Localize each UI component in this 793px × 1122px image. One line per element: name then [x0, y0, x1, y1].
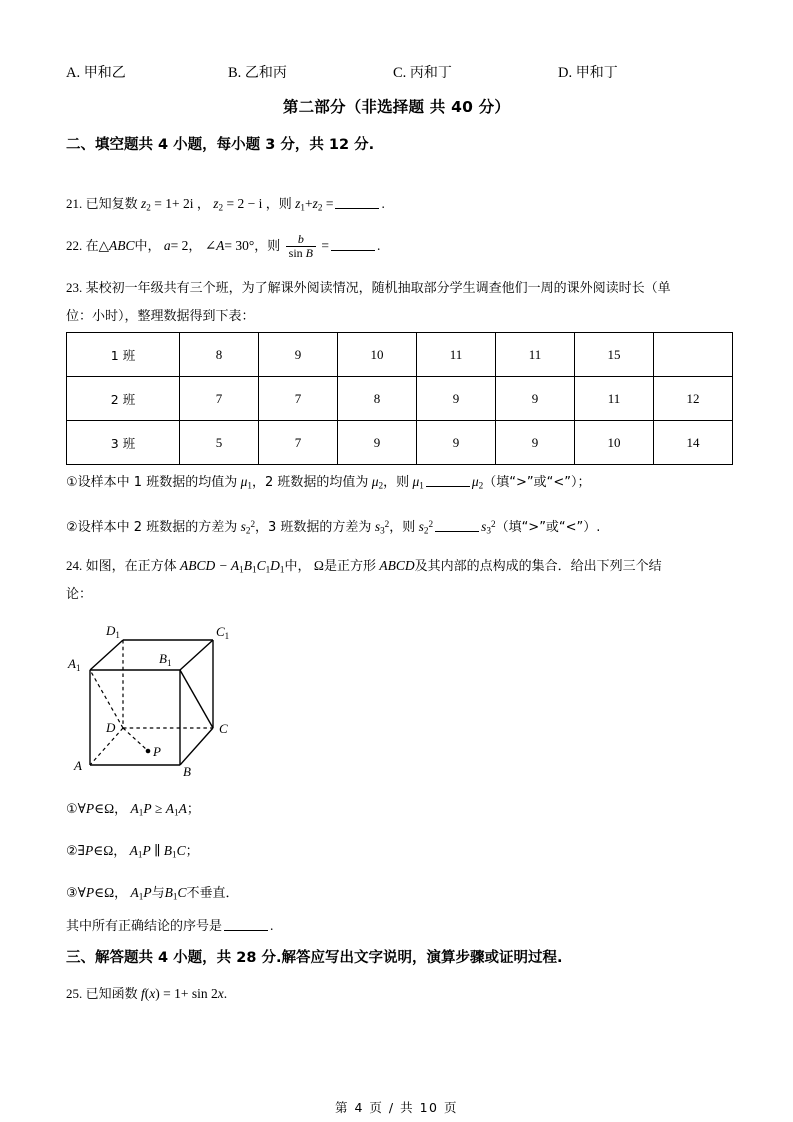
q23-sub1-answer-blank[interactable] [426, 474, 470, 487]
choice-c-label: C. [393, 65, 407, 81]
table-cell: 5 [180, 421, 259, 465]
c1-in-symbol: ∈ [94, 801, 105, 816]
c2-in-symbol: ∈ [93, 843, 104, 858]
cube-svg [66, 618, 266, 798]
c3-c: C [177, 885, 187, 900]
question-23-line-1 [66, 274, 671, 303]
edge-B-C [180, 728, 213, 765]
choice-option-b[interactable] [228, 62, 287, 82]
q24-cube-sub-1: 1 [239, 564, 244, 575]
table-cell: 8 [180, 333, 259, 377]
q24-square-abcd: ABCD [379, 558, 415, 573]
choice-options-row [66, 62, 736, 84]
q21-z2b-sub: 2 [218, 202, 224, 213]
c1-comma: ， [114, 802, 128, 817]
choice-a-text: 甲和乙 [83, 65, 126, 81]
q23-sub2-answer-blank[interactable] [435, 519, 479, 532]
c3-p2: P [143, 885, 152, 900]
q23-s2-compare: s [418, 519, 424, 535]
table-cell: 9 [417, 421, 496, 465]
q23-sub2-marker: ② [66, 520, 78, 536]
table-cell: 9 [496, 377, 575, 421]
q23-s3-compare-sup: 2 [490, 519, 496, 529]
q23-sub1-marker: ① [66, 475, 78, 490]
c1-a1: A [130, 801, 139, 816]
q21-then: ，则 [265, 197, 292, 212]
q23-s3: s [374, 519, 381, 535]
q24-text-4: 及其内部的点构成的集合．给出下列三个结 [414, 559, 662, 574]
q24-text-2: 中， [284, 559, 311, 574]
q23-s3-compare: s [481, 519, 487, 535]
c1-a1b-sub: 1 [174, 807, 179, 818]
q21-plus: + [304, 196, 313, 211]
q21-equals: = [325, 196, 334, 211]
c3-tail: 不垂直． [186, 886, 239, 901]
question-22-number: 22. [66, 238, 83, 253]
q22-fraction-denominator [286, 246, 316, 260]
q21-z1-var: z [295, 196, 301, 211]
choice-b-label: B. [228, 65, 242, 81]
c1-relation: ≥ [154, 801, 163, 816]
table-cell: 12 [654, 377, 733, 421]
q22-a-var: a [163, 238, 171, 253]
q23-s2: s [240, 519, 246, 535]
q23-mu1-compare-sub: 1 [419, 480, 424, 491]
q25-lparen: ( [144, 986, 150, 1001]
q23-mu2: μ [371, 474, 379, 489]
c2-comma: ， [113, 844, 127, 859]
choice-d-label: D. [558, 65, 573, 81]
q21-z2c-sub: 2 [317, 202, 323, 213]
q21-period: . [381, 196, 385, 211]
q24-text-3: 是正方形 [323, 559, 376, 574]
section-two-heading: 二、填空题共 4 小题，每小题 3 分，共 12 分. [66, 137, 375, 153]
segment-D-P [123, 728, 147, 750]
table-cell: 10 [338, 333, 417, 377]
c2-exists-symbol: ∃ [77, 843, 85, 858]
q24-answer-text: 其中所有正确结论的序号是 [66, 919, 223, 934]
table-cell: 9 [417, 377, 496, 421]
question-25 [66, 980, 227, 1009]
c2-b1-sub: 1 [172, 849, 177, 860]
c3-a1-sub: 1 [138, 891, 144, 902]
c1-omega: Ω [104, 801, 115, 816]
table-cell: 10 [575, 421, 654, 465]
q22-fraction [286, 233, 316, 259]
c2-p2: P [142, 843, 151, 858]
q23-mu2-sub: 2 [378, 480, 384, 491]
table-row [67, 377, 733, 421]
q22-abc: ABC [109, 238, 135, 253]
q23-mu1-compare: μ [412, 474, 420, 489]
q21-z1-sub: 1 [300, 202, 305, 213]
q21-z2-eq: = 1+ 2i [154, 196, 194, 211]
table-cell: 11 [575, 377, 654, 421]
c1-marker: ① [66, 802, 78, 817]
q22-answer-blank[interactable] [331, 238, 375, 251]
c3-marker: ③ [66, 886, 78, 901]
q23-sub1-text-1: 设样本中 1 班数据的均值为 [77, 475, 238, 490]
part-two-heading: 第二部分（非选择题 共 40 分） [282, 98, 511, 116]
choice-option-a[interactable] [66, 62, 126, 82]
question-24-conclusion-2 [66, 837, 199, 868]
q23-mu2-compare-sub: 2 [478, 480, 484, 491]
question-24-line-2 [66, 580, 92, 609]
question-24-answer-line [66, 912, 273, 941]
c2-c: C [176, 843, 186, 858]
c2-end: ； [185, 844, 199, 859]
q22-fraction-numerator: b [297, 232, 304, 246]
q22-equals: = [321, 238, 330, 253]
edge-A1-D1 [90, 640, 123, 670]
q24-cube-name-part-3: C [256, 558, 266, 573]
q23-mu2-compare: μ [471, 474, 479, 489]
q23-s3-sub: 3 [380, 525, 385, 536]
c1-a1b: A [165, 801, 175, 816]
q22-angle-symbol: ∠ [204, 238, 217, 253]
q22-triangle-symbol: △ [98, 238, 110, 253]
question-25-number: 25. [66, 986, 83, 1001]
q24-cube-sub-4: 1 [279, 564, 285, 575]
q22-text-2: 中， [134, 239, 161, 254]
label-D: D [106, 720, 116, 735]
c1-p2: P [143, 801, 152, 816]
edge-B1-C [180, 670, 213, 728]
question-22 [66, 232, 380, 261]
cube-diagram [66, 618, 266, 798]
q21-z2c-var: z [312, 196, 318, 211]
c2-a1-sub: 1 [137, 849, 143, 860]
c1-end: ； [186, 802, 200, 817]
table-cell: 14 [654, 421, 733, 465]
table-row-header: 1 班 [67, 333, 180, 377]
c3-b1-sub: 1 [172, 891, 178, 902]
table-cell: 11 [496, 333, 575, 377]
c3-b1: B [164, 885, 173, 900]
question-23-line-2 [66, 302, 255, 331]
question-23-sub-2 [66, 510, 600, 544]
q22-comma-1: ， [188, 239, 202, 254]
q23-s2-compare-sub: 2 [423, 525, 429, 536]
question-23-sub-1 [66, 468, 590, 499]
reading-time-table-body [67, 333, 733, 465]
c2-relation: ∥ [154, 843, 161, 858]
q25-x-1: x [149, 986, 156, 1001]
page-footer: 第 4 页 / 共 10 页 [335, 1100, 458, 1115]
question-23-text-line-1: 某校初一年级共有三个班，为了解课外阅读情况，随机抽取部分学生调查他们一周的课外阅读时长（单 [85, 281, 671, 296]
table-row [67, 333, 733, 377]
table-cell [654, 333, 733, 377]
q24-cube-name-part-4: D [270, 558, 280, 573]
q23-sub2-text-4: （填“>”或“<”）. [495, 520, 601, 536]
table-row-header: 2 班 [67, 377, 180, 421]
choice-a-label: A. [66, 65, 81, 81]
label-A1-sub: 1 [75, 663, 81, 673]
c1-a1-sub: 1 [138, 807, 144, 818]
label-D1: $D_1$ [106, 623, 120, 640]
q25-text: 已知函数 [85, 987, 138, 1002]
label-C1-sub: 1 [224, 631, 230, 641]
choice-option-c[interactable] [393, 62, 452, 82]
c3-omega: Ω [104, 885, 115, 900]
c2-omega: Ω [103, 843, 114, 858]
q23-s2-sup: 2 [250, 519, 256, 529]
q25-f: f [141, 986, 145, 1001]
c3-forall-symbol: ∀ [77, 885, 86, 900]
label-B: B [183, 764, 191, 779]
question-21-text: 已知复数 [85, 197, 138, 212]
table-cell: 8 [338, 377, 417, 421]
table-cell: 9 [338, 421, 417, 465]
question-21-number: 21. [66, 196, 83, 211]
q23-sub1-text-4: （填“>”或“<”）； [483, 475, 591, 490]
q24-cube-name-part-2: B [243, 558, 252, 573]
table-cell: 9 [259, 333, 338, 377]
q23-mu1-sub: 1 [247, 480, 252, 491]
q22-a-eq: = 2 [170, 238, 189, 253]
choice-b-text: 乙和丙 [244, 65, 287, 81]
c1-forall-symbol: ∀ [77, 801, 86, 816]
choice-c-text: 丙和丁 [409, 65, 452, 81]
q24-cube-sub-3: 1 [265, 564, 271, 575]
c3-comma: ， [114, 886, 128, 901]
c1-a: A [178, 801, 187, 816]
table-row-header: 3 班 [67, 421, 180, 465]
edge-C1-B1 [180, 640, 213, 670]
label-C: C [219, 721, 228, 736]
c3-p: P [85, 885, 95, 900]
q22-angle-eq: = 30° [224, 238, 255, 253]
c3-a1: A [130, 885, 139, 900]
q23-s2-compare-sup: 2 [428, 519, 434, 529]
q25-rparen: ) [155, 986, 160, 1001]
q23-sub2-text-1: 设样本中 2 班数据的方差为 [77, 520, 238, 536]
label-A1: $A_1$ [68, 656, 81, 673]
q24-cube-name-part-1: ABCD − A [180, 558, 240, 573]
point-P-marker [146, 749, 151, 754]
table-cell: 15 [575, 333, 654, 377]
cube-hidden-edges [90, 640, 213, 765]
q23-mu1: μ [240, 474, 248, 489]
table-cell: 9 [496, 421, 575, 465]
q21-comma-1: ， [196, 197, 210, 212]
question-24-number: 24. [66, 558, 83, 573]
q23-s2-sub: 2 [245, 525, 251, 536]
c2-b1: B [163, 843, 173, 858]
q21-z2-sub: 2 [146, 202, 151, 213]
label-B1: $B_1$ [159, 651, 172, 668]
q22-angle-a: A [216, 238, 225, 253]
q25-x-2: x [217, 986, 224, 1001]
label-B1-sub: 1 [166, 658, 172, 668]
q21-z2b-var: z [213, 196, 219, 211]
q22-sin-b: B [305, 245, 314, 260]
q21-answer-blank[interactable] [335, 196, 379, 209]
c3-mid: 与 [151, 886, 165, 901]
q23-sub2-text-3: ，则 [389, 520, 416, 536]
c2-marker: ② [66, 844, 78, 859]
q24-answer-period: . [270, 918, 274, 933]
q23-sub1-text-3: ，则 [383, 475, 410, 490]
reading-time-table [66, 332, 733, 465]
q25-equation: = 1+ sin 2 [163, 986, 218, 1001]
q23-s3-compare-sub: 3 [486, 525, 491, 536]
choice-d-text: 甲和丁 [575, 65, 618, 81]
table-cell: 7 [259, 377, 338, 421]
table-row [67, 421, 733, 465]
q25-period: . [223, 986, 228, 1001]
q22-period: . [377, 238, 381, 253]
q23-sub2-text-2: ，3 班数据的方差为 [255, 520, 372, 536]
question-24-line-1 [66, 552, 662, 583]
c2-a1: A [129, 843, 138, 858]
question-21 [66, 190, 385, 221]
question-22-text-1: 在 [85, 239, 99, 254]
q23-sub1-text-2: ，2 班数据的均值为 [251, 475, 369, 490]
cube-vertex-labels [67, 623, 229, 779]
label-C1: $C_1$ [216, 624, 230, 641]
label-D1-sub: 1 [115, 630, 120, 640]
question-23-number: 23. [66, 280, 83, 295]
table-cell: 7 [259, 421, 338, 465]
table-cell: 11 [417, 333, 496, 377]
section-three-heading: 三、解答题共 4 小题，共 28 分.解答应写出文字说明，演算步骤或证明过程. [66, 950, 563, 966]
question-23-text-line-2: 位：小时），整理数据得到下表： [66, 309, 255, 324]
q24-answer-blank[interactable] [224, 918, 268, 931]
choice-option-d[interactable] [558, 62, 618, 82]
question-24-conclusion-3 [66, 879, 238, 910]
question-24-conclusion-1 [66, 795, 200, 826]
q24-text-line-2: 论： [66, 587, 93, 602]
q21-z2b-eq: = 2 − i [226, 196, 263, 211]
q22-comma-2: ，则 [254, 239, 281, 254]
q23-s3-sup: 2 [384, 519, 390, 529]
c2-p: P [84, 843, 94, 858]
q24-omega-symbol: Ω [313, 558, 324, 573]
q24-text-1: 如图，在正方体 [85, 559, 177, 574]
label-P: P [153, 744, 161, 759]
q22-sin: sin [288, 245, 303, 260]
c3-in-symbol: ∈ [94, 885, 105, 900]
c1-p: P [85, 801, 95, 816]
table-cell: 7 [180, 377, 259, 421]
label-A: A [74, 758, 82, 773]
q24-cube-sub-2: 1 [251, 564, 257, 575]
q21-z2-var: z [141, 196, 147, 211]
